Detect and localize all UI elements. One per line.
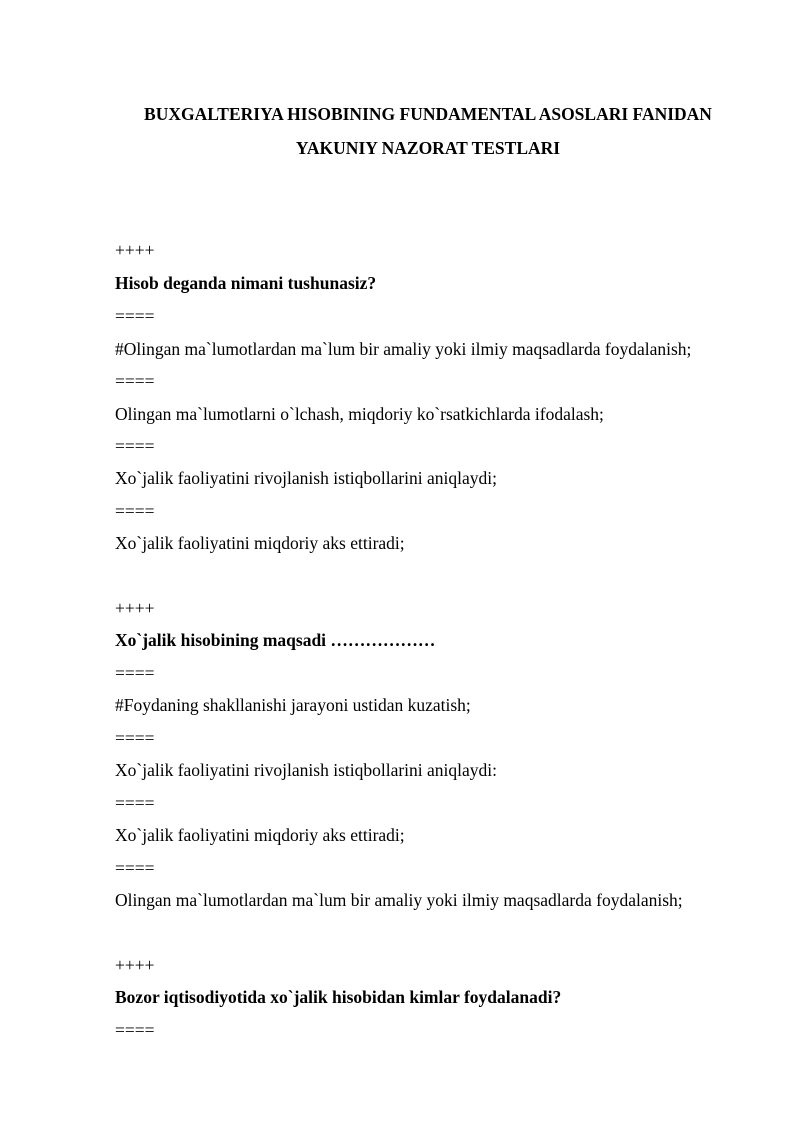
question-1-text: Hisob deganda nimani tushunasiz? — [115, 273, 377, 293]
question-2-option-4-separator: ==== — [115, 858, 155, 878]
question-1-option-4: Xo`jalik faoliyatini miqdoriy aks ettiradi; — [115, 533, 405, 553]
question-2-option-2: Xo`jalik faoliyatini rivojlanish istiqbollarini aniqlaydi: — [115, 760, 498, 780]
question-1-marker: ++++ — [115, 240, 155, 260]
question-2-option-3: Xo`jalik faoliyatini miqdoriy aks ettiradi; — [115, 825, 405, 845]
question-1-option-1-separator: ==== — [115, 306, 155, 326]
question-2-option-4: Olingan ma`lumotlardan ma`lum bir amaliy yoki ilmiy maqsadlarda foydalanish; — [115, 890, 683, 910]
question-1-option-1: #Olingan ma`lumotlardan ma`lum bir amaliy yoki ilmiy maqsadlarda foydalanish; — [115, 339, 692, 359]
title-line-2: YAKUNIY NAZORAT TESTLARI — [295, 138, 561, 158]
question-3-option-1-separator: ==== — [115, 1020, 155, 1040]
document-title — [100, 97, 756, 165]
question-2-option-1: #Foydaning shakllanishi jarayoni ustidan kuzatish; — [115, 695, 471, 715]
question-2-option-3-separator: ==== — [115, 793, 155, 813]
question-1-option-2: Olingan ma`lumotlarni o`lchash, miqdoriy ko`rsatkichlarda ifodalash; — [115, 404, 604, 424]
question-2-option-2-separator: ==== — [115, 728, 155, 748]
question-2-marker: ++++ — [115, 598, 155, 618]
question-3-marker: ++++ — [115, 955, 155, 975]
question-1-option-3: Xo`jalik faoliyatini rivojlanish istiqbollarini aniqlaydi; — [115, 468, 498, 488]
question-2-option-1-separator: ==== — [115, 663, 155, 683]
question-1-option-3-separator: ==== — [115, 436, 155, 456]
question-1-option-4-separator: ==== — [115, 501, 155, 521]
question-3-text: Bozor iqtisodiyotida xo`jalik hisobidan kimlar foydalanadi? — [115, 987, 562, 1007]
question-1-option-2-separator: ==== — [115, 371, 155, 391]
question-2-text: Xo`jalik hisobining maqsadi ……………… — [115, 630, 436, 650]
title-line-1: BUXGALTERIYA HISOBINING FUNDAMENTAL ASOSLARI FANIDAN — [144, 104, 712, 124]
